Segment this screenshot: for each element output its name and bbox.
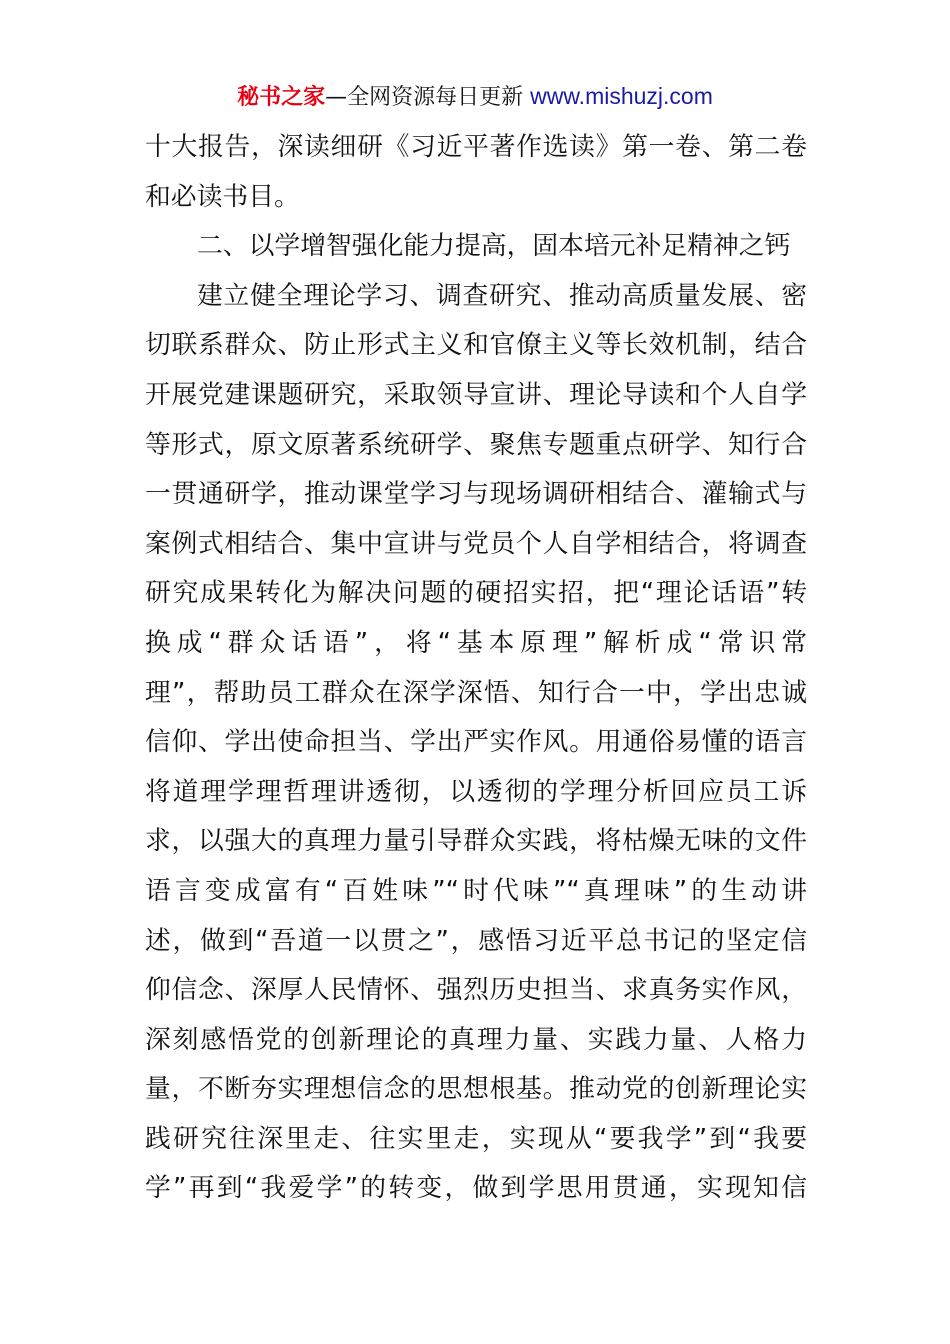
text-line: 深刻感悟党的创新理论的真理力量、实践力量、人格力 (145, 1024, 807, 1055)
text-line: 案例式相结合、集中宣讲与党员个人自学相结合，将调查 (145, 528, 807, 559)
text-line: 语言变成富有“百姓味”“时代味”“真理味”的生动讲 (145, 875, 807, 906)
text-line: 一贯通研学，推动课堂学习与现场调研相结合、灌输式与 (145, 479, 807, 510)
paragraph-first-line: 建立健全理论学习、调查研究、推动高质量发展、密 (197, 280, 807, 311)
section-heading: 二、以学增智强化能力提高，固本培元补足精神之钙 (197, 231, 791, 262)
text-line: 述，做到“吾道一以贯之”，感悟习近平总书记的坚定信 (145, 925, 807, 956)
text-line: 践研究往深里走、往实里走，实现从“要我学”到“我要 (145, 1123, 807, 1154)
text-line: 十大报告，深读细研《习近平著作选读》第一卷、第二卷 (145, 132, 807, 162)
site-tagline: —全网资源每日更新 (325, 85, 531, 110)
text-line: 仰信念、深厚人民情怀、强烈历史担当、求真务实作风， (145, 975, 807, 1006)
text-line: 等形式，原文原著系统研学、聚焦专题重点研学、知行合 (145, 429, 807, 460)
site-brand: 秘书之家 (237, 85, 326, 110)
text-line: 量，不断夯实理想信念的思想根基。推动党的创新理论实 (145, 1074, 807, 1105)
text-line: 研究成果转化为解决问题的硬招实招，把“理论话语”转 (145, 578, 807, 609)
site-url-link[interactable]: www.mishuzj.com (530, 83, 713, 109)
site-header (0, 80, 950, 114)
text-line: 信仰、学出使命担当、学出严实作风。用通俗易懂的语言 (145, 727, 807, 758)
text-line: 开展党建课题研究，采取领导宣讲、理论导读和个人自学 (145, 379, 807, 410)
text-line: 理”，帮助员工群众在深学深悟、知行合一中，学出忠诚 (145, 677, 807, 708)
text-line: 换成“群众话语”，将“基本原理”解析成“常识常 (145, 627, 807, 658)
text-line: 将道理学理哲理讲透彻，以透彻的学理分析回应员工诉 (145, 776, 807, 807)
document-body (145, 123, 807, 1214)
text-line: 求，以强大的真理力量引导群众实践，将枯燥无味的文件 (145, 826, 807, 857)
text-line: 学”再到“我爱学”的转变，做到学思用贯通，实现知信 (145, 1173, 807, 1204)
text-line: 切联系群众、防止形式主义和官僚主义等长效机制，结合 (145, 330, 807, 361)
text-line: 和必读书目。 (145, 181, 300, 212)
